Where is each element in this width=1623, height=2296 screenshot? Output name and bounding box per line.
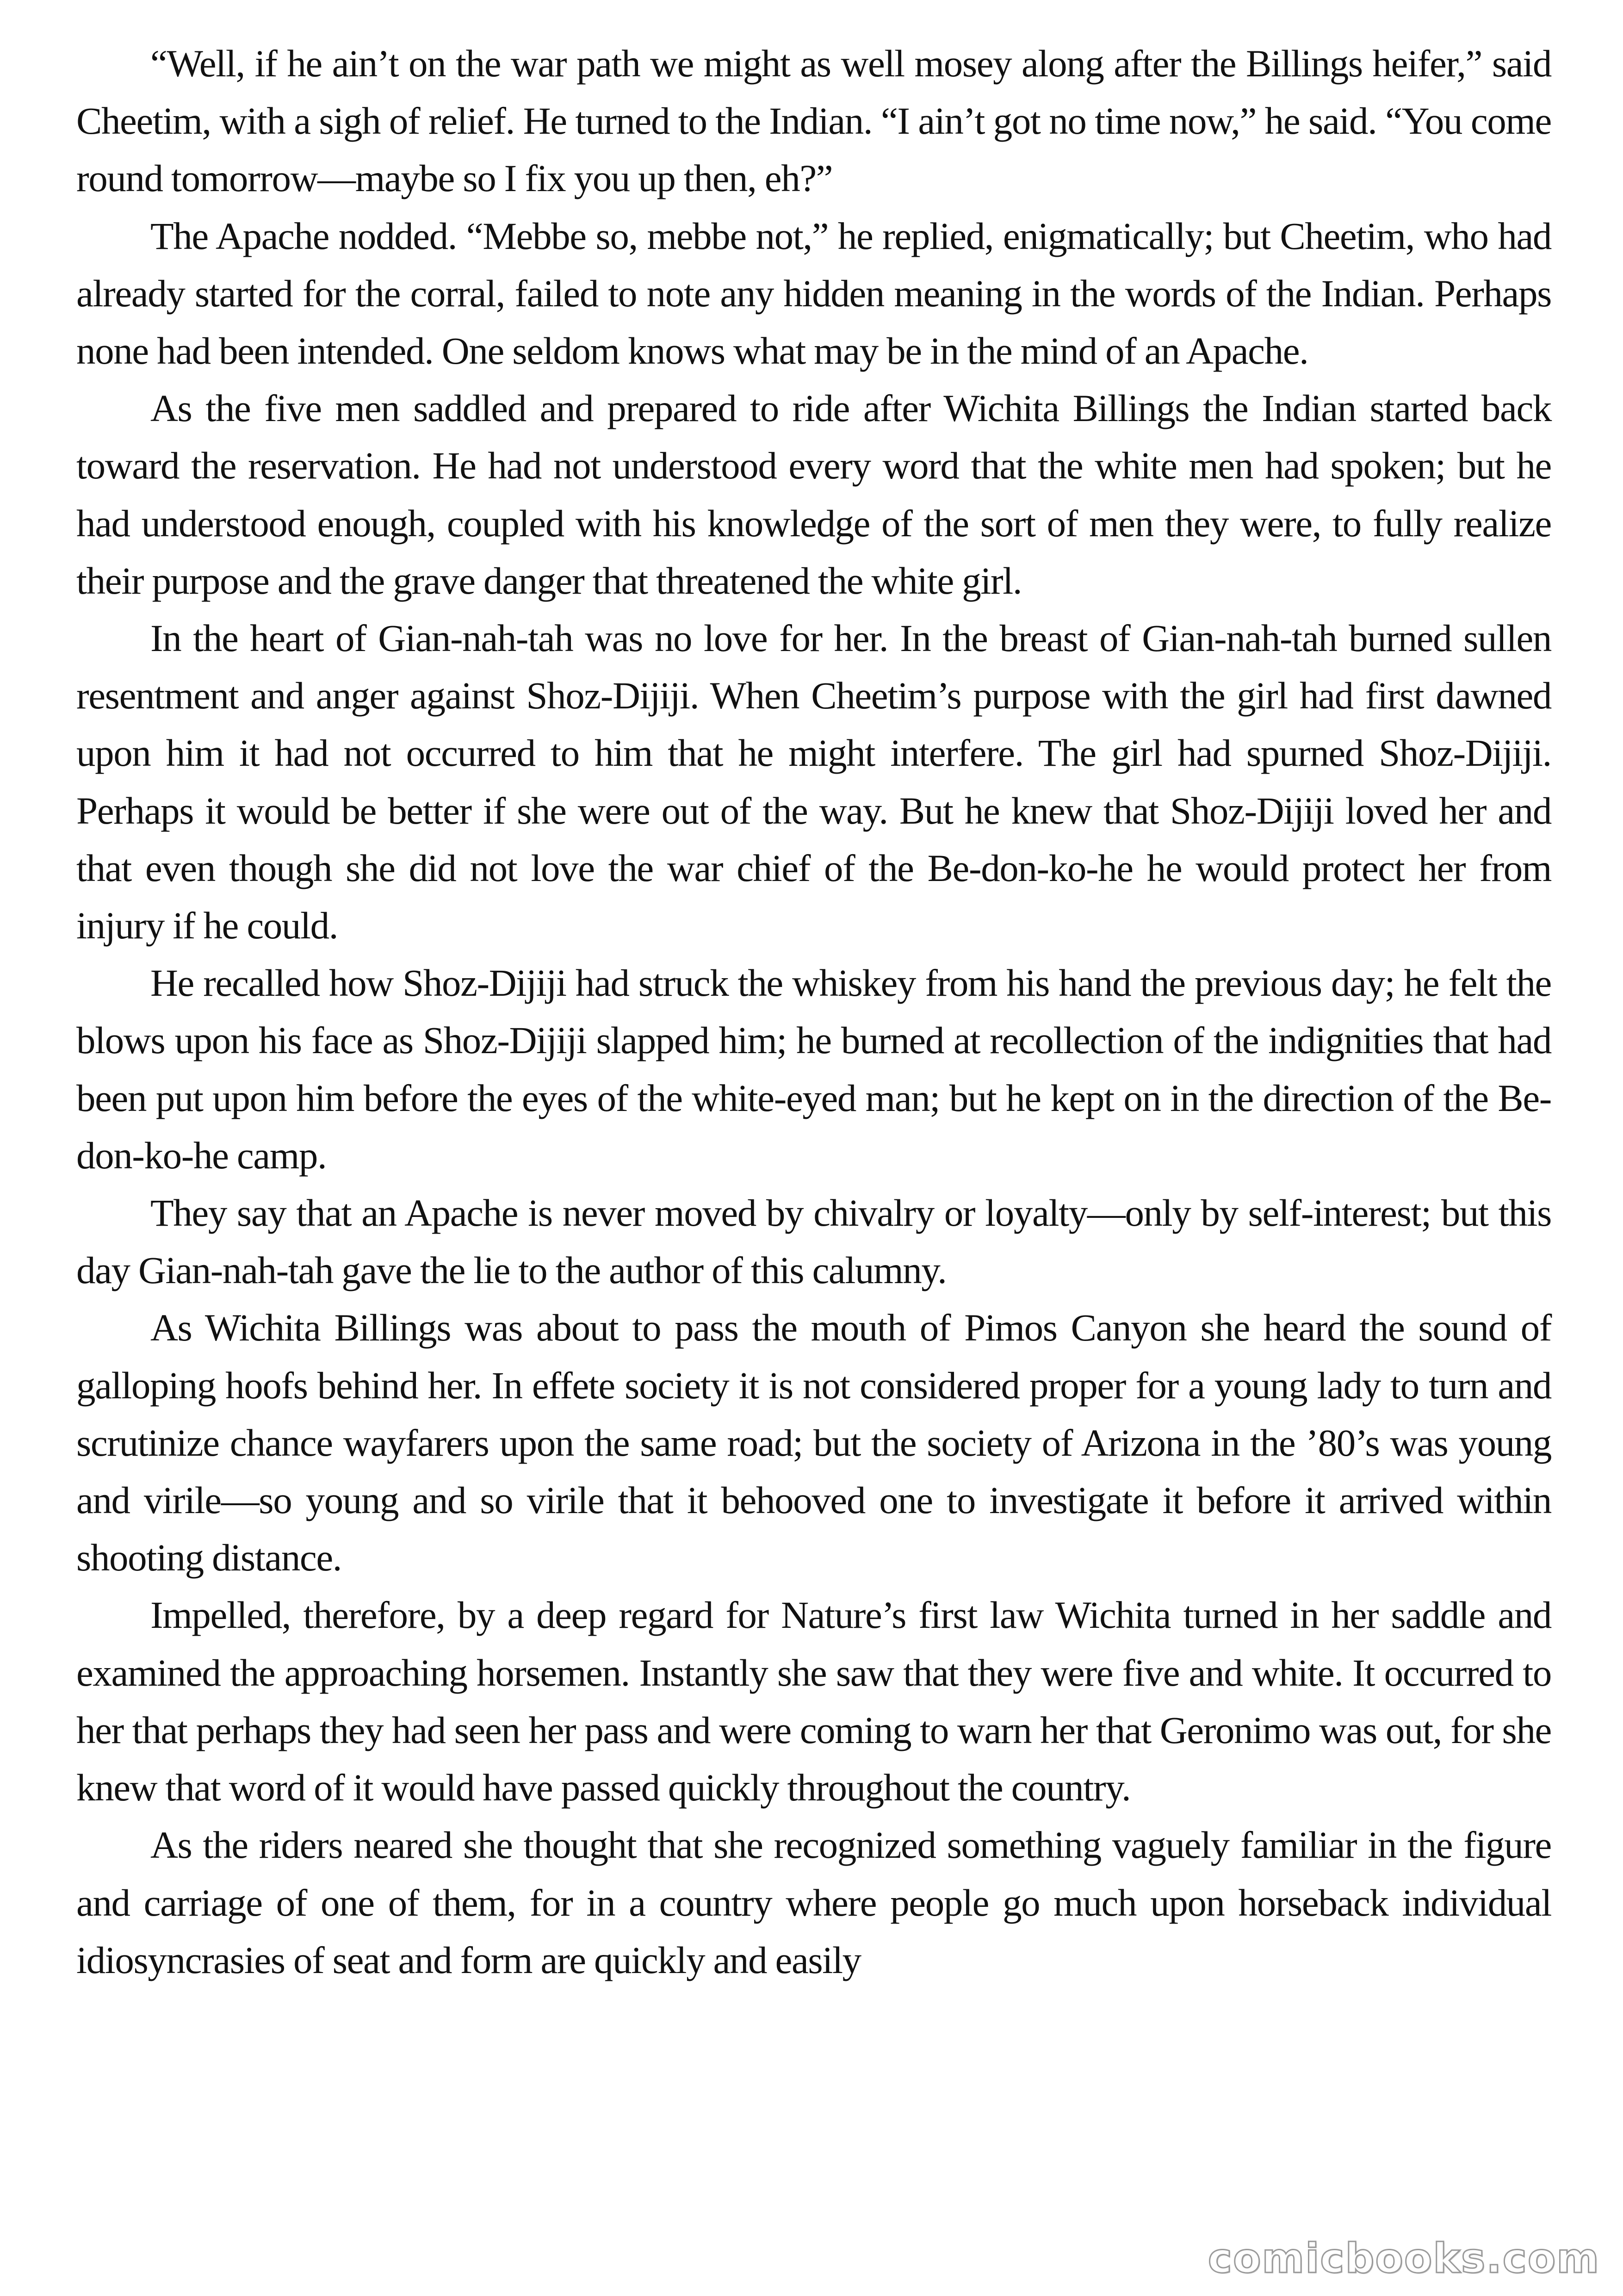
watermark-logo: comicbooks.com: [1208, 2234, 1600, 2282]
paragraph-3: As the five men saddled and prepared to ride after Wichita Billings the Indian started back toward the reservation. He had not understood every word that the white men had spoken; but he had understood enough, coupled with his knowledge of the sort of men they were, to fully realize their purpose and the grave danger that threatened the white girl.: [76, 387, 1551, 602]
book-page-text: [76, 35, 1551, 1989]
paragraph-7: As Wichita Billings was about to pass the mouth of Pimos Canyon she heard the sound of galloping hoofs behind her. In effete society it is not considered proper for a young lady to turn and scrutinize chance wayfarers upon the same road; but the society of Arizona in the ’80’s was young and virile—so young and so virile that it behooved one to investigate it before it arrived within shooting distance.: [76, 1306, 1551, 1579]
paragraph-4: In the heart of Gian-nah-tah was no love for her. In the breast of Gian-nah-tah burned sullen resentment and anger against Shoz-Dijiji. When Cheetim’s purpose with the girl had first dawned upon him it had not occurred to him that he might interfere. The girl had spurned Shoz-Dijiji. Perhaps it would be better if she were out of the way. But he knew that Shoz-Dijiji loved her and that even though she did not love the war chief of the Be-don-ko-he he would protect her from injury if he could.: [76, 617, 1551, 947]
paragraph-9: As the riders neared she thought that she recognized something vaguely familiar in the figure and carriage of one of them, for in a country where people go much upon horseback individual idiosyncrasies of seat and form are quickly and easily: [76, 1824, 1551, 1981]
paragraph-1: “Well, if he ain’t on the war path we might as well mosey along after the Billings heifer,” said Cheetim, with a sigh of relief. He turned to the Indian. “I ain’t got no time now,” he said. “You come round tomorrow—maybe so I fix you up then, eh?”: [76, 42, 1551, 200]
paragraph-6: They say that an Apache is never moved by chivalry or loyalty—only by self-interest; but this day Gian-nah-tah gave the lie to the author of this calumny.: [76, 1191, 1551, 1292]
paragraph-5: He recalled how Shoz-Dijiji had struck the whiskey from his hand the previous day; he felt the blows upon his face as Shoz-Dijiji slapped him; he burned at recollection of the indignities that had been put upon him before the eyes of the white-eyed man; but he kept on in the direction of the Be-don-ko-he camp.: [76, 962, 1551, 1177]
paragraph-8: Impelled, therefore, by a deep regard for Nature’s first law Wichita turned in her saddle and examined the approaching horsemen. Instantly she saw that they were five and white. It occurred to her that perhaps they had seen her pass and were coming to warn her that Geronimo was out, for she knew that word of it would have passed quickly throughout the country.: [76, 1594, 1551, 1809]
paragraph-2: The Apache nodded. “Mebbe so, mebbe not,” he replied, enigmatically; but Cheetim, who had already started for the corral, failed to note any hidden meaning in the words of the Indian. Perhaps none had been intended. One seldom knows what may be in the mind of an Apache.: [76, 214, 1551, 372]
